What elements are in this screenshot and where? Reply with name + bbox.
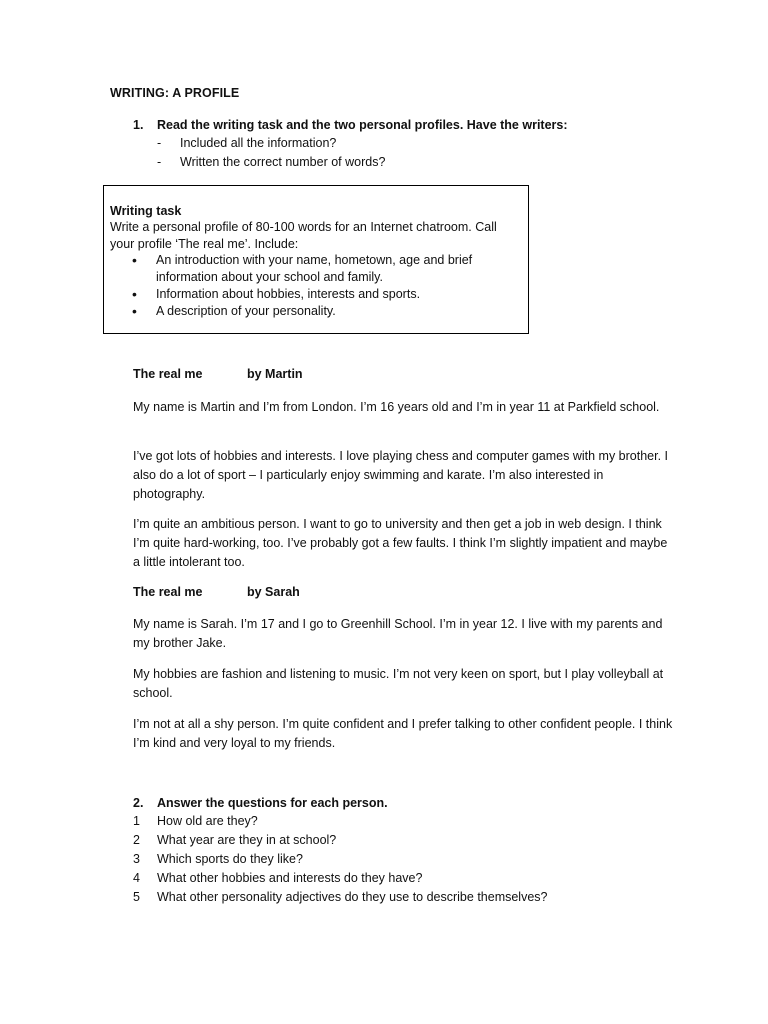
sub-item: Written the correct number of words?	[180, 155, 386, 169]
task-instruction-line: Write a personal profile of 80-100 words for an Internet chatroom. Call	[110, 220, 497, 234]
profile-paragraph: I’m quite an ambitious person. I want to go to university and then get a job in web design. I think I’m quite hard-working, too. I’ve probably got a few faults. I think I’m slightly impatient and maybe a little intolerant too.	[133, 517, 668, 569]
profile-paragraph: My name is Sarah. I’m 17 and I go to Greenhill School. I’m in year 12. I live with my parents and my brother Jake.	[133, 617, 663, 650]
question-number: 2.	[133, 796, 144, 810]
bullet-icon: •	[132, 252, 137, 268]
task-bullet-text: Information about hobbies, interests and sports.	[156, 287, 421, 301]
list-number: 2	[133, 833, 140, 847]
list-number: 3	[133, 852, 140, 866]
list-item: How old are they?	[157, 814, 258, 828]
list-number: 5	[133, 890, 140, 904]
question-number: 1.	[133, 118, 144, 132]
list-number: 1	[133, 814, 140, 828]
writing-task-box	[103, 185, 529, 334]
list-item: What year are they in at school?	[157, 833, 337, 847]
question-text: Answer the questions for each person.	[157, 796, 388, 810]
list-item: What other hobbies and interests do they have?	[157, 871, 423, 885]
page-title: WRITING: A PROFILE	[110, 86, 240, 100]
list-item: Which sports do they like?	[157, 852, 303, 866]
profile-paragraph: I’m not at all a shy person. I’m quite confident and I prefer talking to other confident people. I think I’m kind and very loyal to my friends.	[133, 717, 673, 750]
sub-item: Included all the information?	[180, 136, 337, 150]
task-bullet-text: An introduction with your name, hometown, age and brief	[156, 253, 473, 267]
bullet-icon: •	[132, 303, 137, 319]
task-bullet-text: A description of your personality.	[156, 304, 336, 318]
task-instruction-line: your profile ‘The real me’. Include:	[110, 237, 299, 251]
profile-author: by Sarah	[247, 585, 300, 599]
list-number: 4	[133, 871, 140, 885]
profile-paragraph: I’ve got lots of hobbies and interests. I love playing chess and computer games with my brother. I also do a lot of sport – I particularly enjoy swimming and karate. I’m also interested in photography.	[133, 449, 669, 501]
question-text: Read the writing task and the two personal profiles. Have the writers:	[157, 118, 568, 132]
profile-title: The real me	[133, 585, 203, 599]
profile-paragraph: My name is Martin and I’m from London. I’m 16 years old and I’m in year 11 at Parkfield school.	[133, 400, 660, 414]
profile-paragraph: My hobbies are fashion and listening to music. I’m not very keen on sport, but I play volleyball at school.	[133, 667, 664, 700]
dash-marker: -	[157, 136, 162, 150]
task-bullet-text: information about your school and family.	[156, 270, 383, 284]
bullet-icon: •	[132, 286, 137, 302]
task-heading: Writing task	[110, 204, 182, 218]
profile-author: by Martin	[247, 367, 303, 381]
list-item: What other personality adjectives do they use to describe themselves?	[157, 890, 548, 904]
profile-title: The real me	[133, 367, 203, 381]
dash-marker: -	[157, 155, 162, 169]
